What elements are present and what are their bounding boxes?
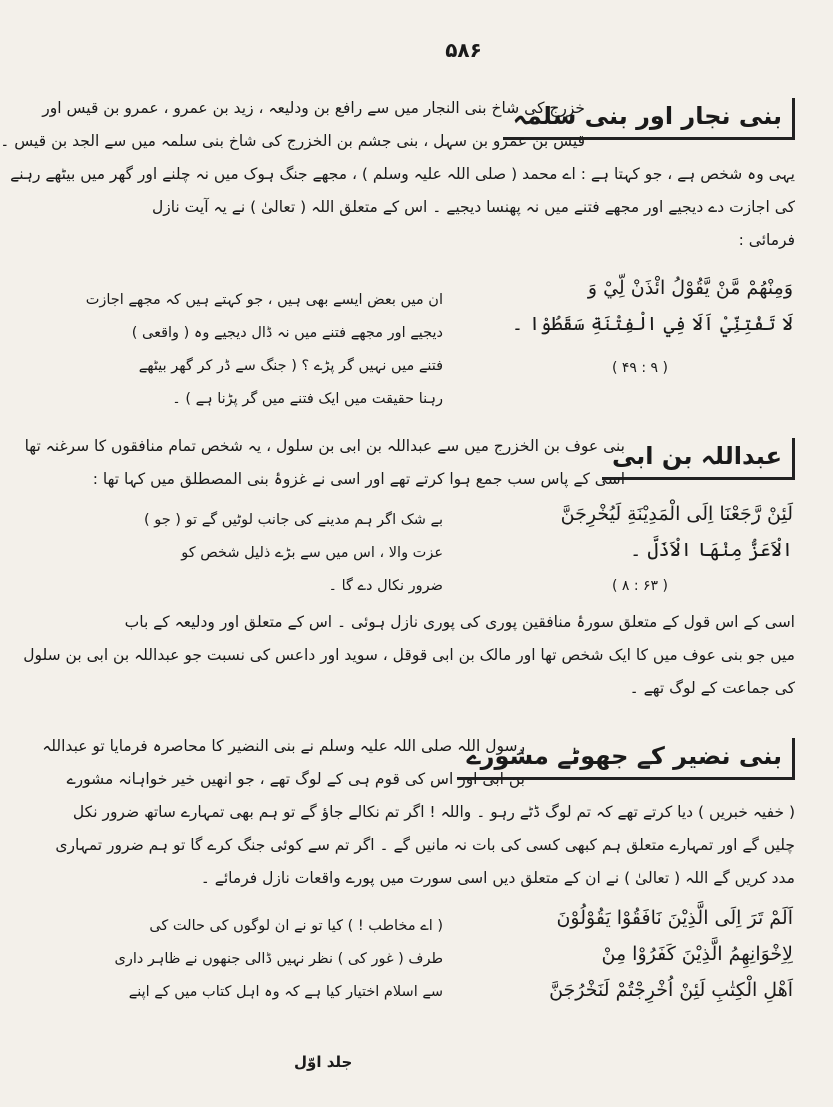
section2-line: بنی عوف بن الخزرج میں سے عبداللہ بن ابی بن سلول ، یہ شخص تمام منافقوں کا سرغنہ تھا (24, 437, 625, 455)
arabic-line: لَا تَفْتِنِّيْ اَلَا فِي الْفِتْنَةِ سَقَطُوْا ۔ (511, 313, 793, 335)
section2-after-line: میں جو بنی عوف میں کا ایک شخص تھا اور مالک بن ابی قوقل ، سوید اور داعس کی نسبت جو عبداللہ بن ابی بن سلول (23, 646, 795, 664)
translation-line: ان میں بعض ایسے بھی ہیں ، جو کہتے ہیں کہ مجھے اجازت (85, 292, 443, 308)
section1-line: کی اجازت دے دیجیے اور مجھے فتنے میں نہ پھنسا دیجیے ۔ اس کے متعلق اللہ ( تعالیٰ ) نے یہ آیت نازل (151, 198, 795, 216)
arabic-line: لِاِخْوَانِهِمُ الَّذِيْنَ كَفَرُوْا مِنْ (601, 943, 793, 965)
arabic-line: وَمِنْهُمْ مَّنْ يَّقُوْلُ ائْذَنْ لِّيْ وَ (587, 277, 793, 299)
section3-text (42, 730, 795, 895)
arabic-line: الْاَعَزُّ مِنْهَا الْاَذَلَّ ۔ (630, 539, 793, 561)
section3-line: چلیں گے اور تمہارے متعلق ہم کبھی کسی کی بات نہ مانیں گے ۔ اگر تم سے کوئی جنگ کرے گا تو ہم ضرور تمہاری (55, 836, 795, 854)
translation-line: رہنا حقیقت میں ایک فتنے میں گر پڑنا ہے ) ۔ (172, 391, 443, 407)
section3-line: رسول اللہ صلی اللہ علیہ وسلم نے بنی النضیر کا محاصرہ فرمایا تو عبداللہ (42, 737, 525, 755)
section2-text (24, 430, 795, 496)
section1-line: فرمائی : (738, 231, 795, 249)
translation-line: عزت والا ، اس میں سے بڑے ذلیل شخص کو (181, 545, 443, 561)
section-heading-bani-najjar: بنی نجار اور بنی سلمہ (503, 98, 795, 140)
section1-line: یہی وہ شخص ہے ، جو کہتا ہے : اے محمد ( صلی اللہ علیہ وسلم ) ، مجھے جنگ ہوک میں نہ چلنے اور گھر میں بیٹھے رہنے (10, 165, 795, 183)
translation-line: طرف ( غور کی ) نظر نہیں ڈالی جنھوں نے ظاہر داری (114, 951, 443, 967)
volume-label: جلد اوّل (294, 1053, 353, 1071)
translation-line: فتنے میں نہیں گر پڑے ؟ ( جنگ سے ڈر کر گھر بیٹھے (138, 358, 443, 374)
section3-line: بن ابی اور اس کی قوم ہی کے لوگ تھے ، جو انھیں خیر خواہانہ مشورے (66, 770, 525, 788)
section1-text (0, 92, 795, 257)
translation-line: ( اے مخاطب ! ) کیا تو نے ان لوگوں کی حالت کی (149, 918, 443, 934)
section3-arabic-verse (463, 900, 793, 1008)
section2-verse-reference: ( ۶۳ : ۸ ) (611, 578, 668, 594)
section3-line: ( خفیہ خبریں ) دیا کرتے تھے کہ تم لوگ ڈٹے رہو ۔ واللہ ! اگر تم نکالے جاؤ گے تو ہم بھی تمہارے ساتھ ضرور نکل (72, 803, 795, 821)
translation-line: سے اسلام اختیار کیا ہے کہ وہ اہل کتاب میں کے اپنے (128, 984, 443, 1000)
section2-after-line: اسی کے اس قول کے متعلق سورۂ منافقین پوری کی پوری نازل ہوئی ۔ اس کے متعلق اور ودلیعہ کے باب (124, 613, 795, 631)
translation-line: دیجیے اور مجھے فتنے میں نہ ڈال دیجیے وہ ( واقعی ) (131, 325, 443, 341)
section-heading-abdullah-bin-ubayy: عبداللہ بن ابی (602, 438, 795, 480)
section1-verse-reference: ( ۹ : ۴۹ ) (611, 360, 668, 376)
section1-line: قیس بن عمرو بن سہل ، بنی جشم بن الخزرج کی شاخ بنی سلمہ میں سے الجد بن قیس ۔ (0, 132, 585, 150)
section2-translation (133, 504, 443, 603)
page-number: ۵۸۶ (445, 38, 482, 62)
section2-arabic-verse (473, 496, 793, 568)
section-heading-bani-nadir: بنی نضیر کے جھوٹے مشورے (457, 738, 795, 780)
arabic-line: لَئِنْ رَّجَعْنَا اِلَى الْمَدِيْنَةِ لَيُخْرِجَنَّ (560, 503, 793, 525)
section2-after-text (23, 606, 795, 705)
section3-translation (114, 910, 443, 1009)
section2-after-line: کی جماعت کے لوگ تھے ۔ (629, 679, 795, 697)
translation-line: ضرور نکال دے گا ۔ (328, 578, 443, 594)
arabic-line: اَلَمْ تَرَ اِلَى الَّذِيْنَ نَافَقُوْا يَقُوْلُوْنَ (556, 907, 793, 929)
translation-line: بے شک اگر ہم مدینے کی جانب لوٹیں گے تو ( جو ) (143, 512, 443, 528)
section3-line: مدد کریں گے اللہ ( تعالیٰ ) نے ان کے متعلق دیں اسی سورت میں پورے واقعات نازل فرمائے ۔ (200, 869, 795, 887)
section2-line: اسی کے پاس سب جمع ہوا کرتے تھے اور اسی نے غزوۂ بنی المصطلق میں کہا تھا : (92, 470, 625, 488)
section1-line: خزرج کی شاخ بنی النجار میں سے رافع بن ودلیعہ ، زید بن عمرو ، عمرو بن قیس اور (42, 99, 585, 117)
section1-translation (85, 284, 443, 416)
section1-arabic-verse (473, 270, 793, 342)
arabic-line: اَهْلِ الْكِتٰبِ لَئِنْ اُخْرِجْتُمْ لَنَخْرُجَنَّ (549, 979, 793, 1001)
